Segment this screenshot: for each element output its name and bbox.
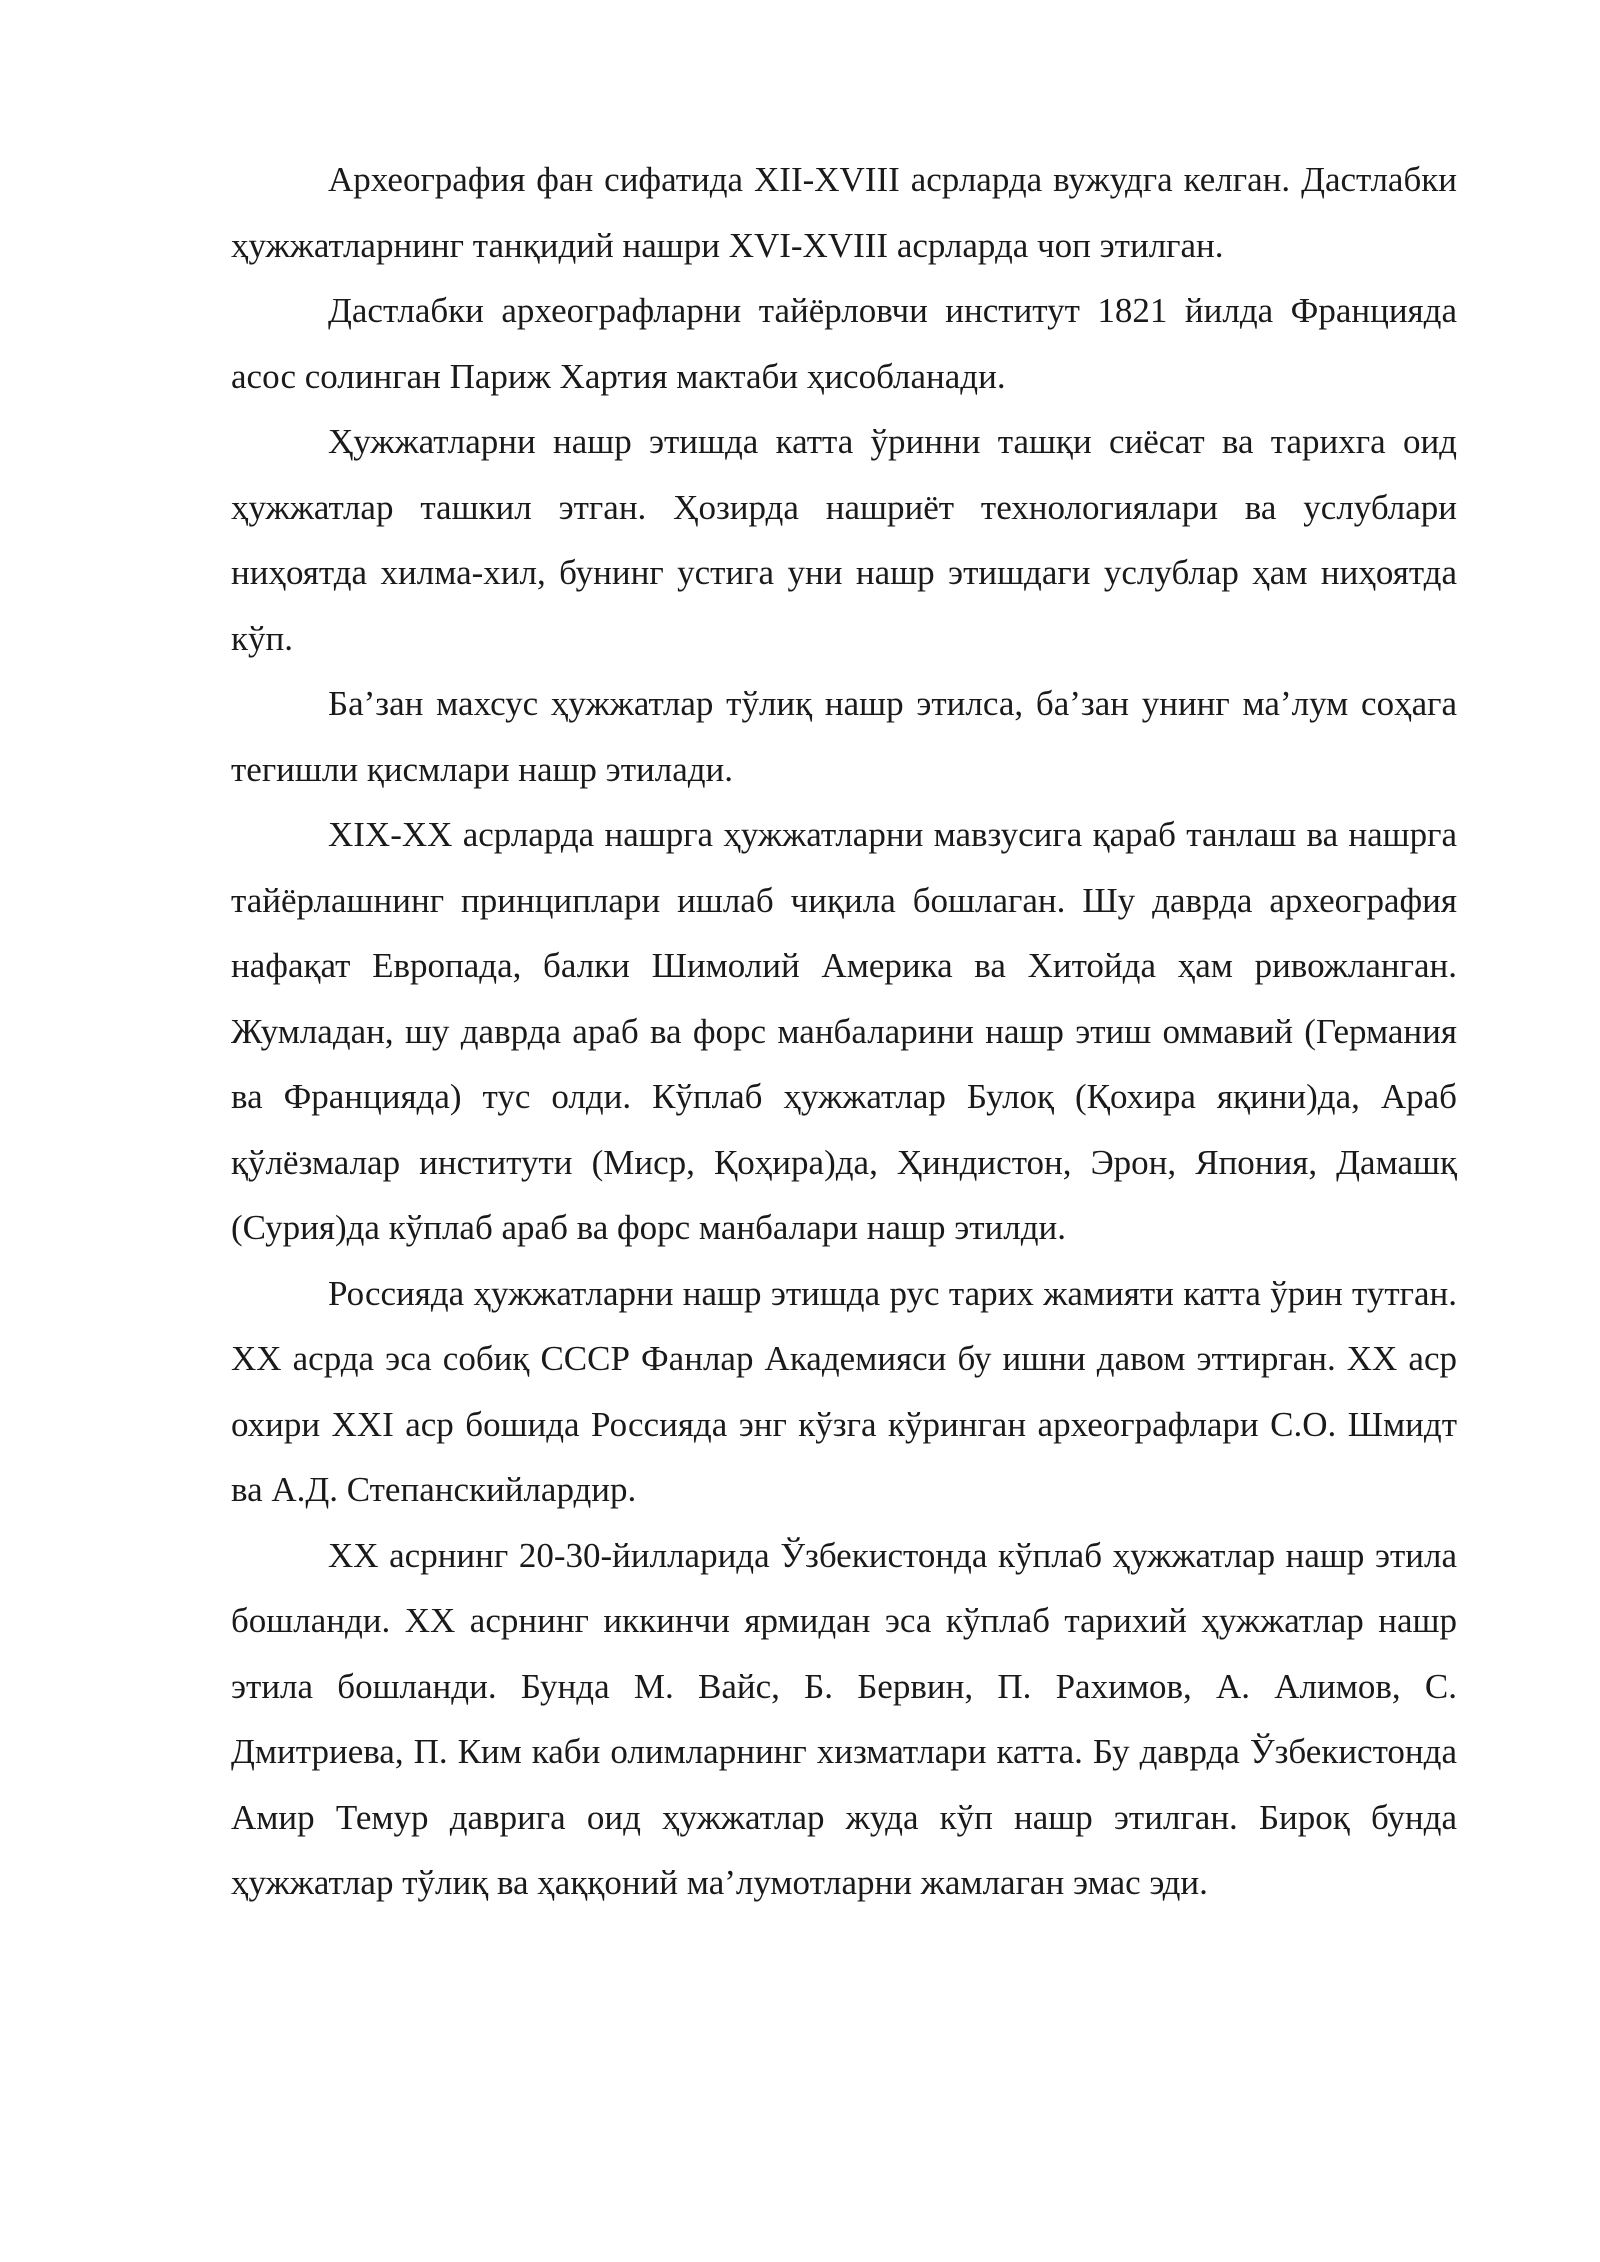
paragraph-2: Дастлабки археографларни тайёрловчи институт 1821 йилда Францияда асос солинган Париж Хартия мактаби ҳисобланади. (231, 291, 1457, 396)
paragraph-4: Ба’зан махсус ҳужжатлар тўлиқ нашр этилса, ба’зан унинг ма’лум соҳага тегишли қисмлари нашр этилади. (231, 684, 1457, 789)
paragraph-1: Археография фан сифатида XII-XVIII асрларда вужудга келган. Дастлабки ҳужжатларнинг танқидий нашри XVI-XVIII асрларда чоп этилган. (231, 160, 1457, 265)
paragraph-3: Ҳужжатларни нашр этишда катта ўринни ташқи сиёсат ва тарихга оид ҳужжатлар ташкил этган. Ҳозирда нашриёт технологиялари ва услублари ниҳоятда хилма-хил, бунинг устига уни нашр этишдаги услублар ҳам ниҳоятда кўп. (231, 422, 1457, 658)
paragraph-7: XX асрнинг 20-30-йилларида Ўзбекистонда кўплаб ҳужжатлар нашр этила бошланди. XX асрнинг иккинчи ярмидан эса кўплаб тарихий ҳужжатлар нашр этила бошланди. Бунда М. Вайс, Б. Бервин, П. Рахимов, А. Алимов, С. Дмитриева, П. Ким каби олимларнинг хизматлари катта. Бу даврда Ўзбекистонда Амир Темур даврига оид ҳужжатлар жуда кўп нашр этилган. Бироқ бунда ҳужжатлар тўлиқ ва ҳаққоний ма’лумотларни жамлаган эмас эди. (231, 1535, 1457, 1902)
paragraph-6: Россияда ҳужжатларни нашр этишда рус тарих жамияти катта ўрин тутган. XX асрда эса собиқ СССР Фанлар Академияси бу ишни давом эттирган. XX аср охири XXI аср бошида Россияда энг кўзга кўринган археографлари С.О. Шмидт ва А.Д. Степанскийлардир. (231, 1273, 1457, 1509)
paragraph-5: XIX-XX асрларда нашрга ҳужжатларни мавзусига қараб танлаш ва нашрга тайёрлашнинг принциплари ишлаб чиқила бошлаган. Шу даврда археография нафақат Европада, балки Шимолий Америка ва Хитойда ҳам ривожланган. Жумладан, шу даврда араб ва форс манбаларини нашр этиш оммавий (Германия ва Францияда) тус олди. Кўплаб ҳужжатлар Булоқ (Қохира яқини)да, Араб қўлёзмалар институти (Миср, Қоҳира)да, Ҳиндистон, Эрон, Япония, Дамашқ (Сурия)да кўплаб араб ва форс манбалари нашр этилди. (231, 815, 1457, 1247)
document-body (231, 147, 1457, 1916)
